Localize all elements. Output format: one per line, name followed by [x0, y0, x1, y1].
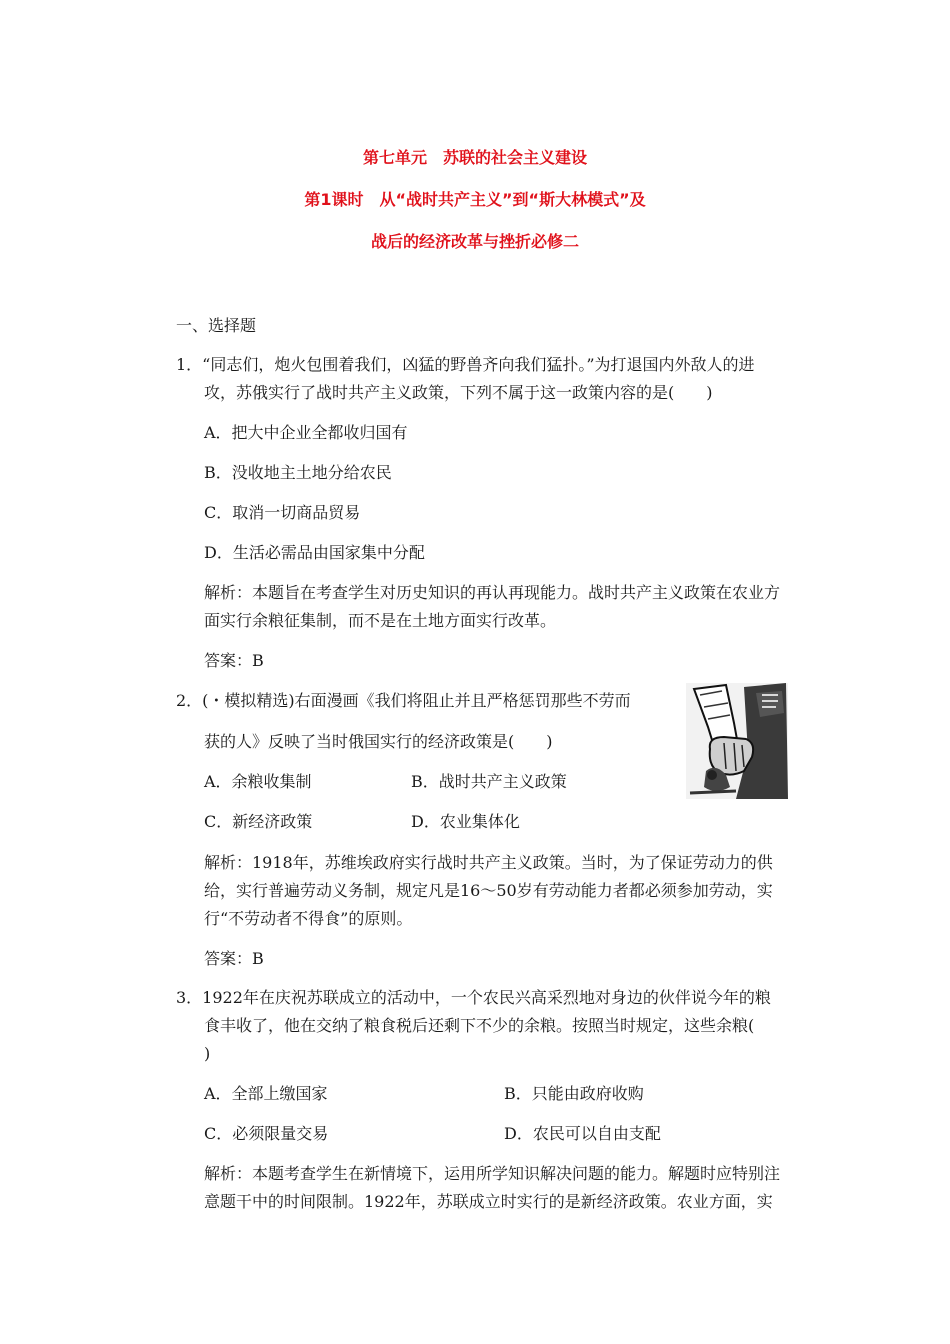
q3-stem-line1: 3．1922年在庆祝苏联成立的活动中，一个农民兴高采烈地对身边的伙伴说今年的粮	[176, 988, 771, 1007]
unit-title: 第七单元 苏联的社会主义建设	[362, 148, 587, 167]
q3-stem-line3: )	[204, 1044, 211, 1063]
q1-analysis-line2: 面实行余粮征集制，而不是在土地方面实行改革。	[204, 611, 557, 630]
q2-analysis-line1: 解析：1918年，苏维埃政府实行战时共产主义政策。当时，为了保证劳动力的供	[204, 853, 773, 872]
lesson-subtitle: 战后的经济改革与挫折必修二	[370, 232, 579, 251]
section-heading: 一、选择题	[176, 316, 257, 335]
q2-analysis-line3: 行“不劳动者不得食”的原则。	[204, 909, 413, 928]
q2-stem-line1: 2．(・模拟精选)右面漫画《我们将阻止并且严格惩罚那些不劳而	[176, 691, 631, 710]
q1-option-a: A．把大中企业全都收归国有	[204, 423, 408, 442]
q1-answer: 答案：B	[204, 651, 264, 670]
q1-option-c: C．取消一切商品贸易	[204, 503, 361, 522]
q3-analysis-line1: 解析：本题考查学生在新情境下，运用所学知识解决问题的能力。解题时应特别注	[204, 1164, 781, 1183]
q3-option-c: C．必须限量交易	[204, 1124, 329, 1143]
q1-analysis-line1: 解析：本题旨在考查学生对历史知识的再认再现能力。战时共产主义政策在农业方	[204, 583, 781, 602]
lesson-title: 第1课时 从“战时共产主义”到“斯大林模式”及	[304, 190, 646, 209]
q2-option-c: C．新经济政策	[204, 812, 313, 831]
q3-option-d: D．农民可以自由支配	[504, 1124, 661, 1143]
q3-option-a: A．全部上缴国家	[204, 1084, 328, 1103]
q1-option-d: D．生活必需品由国家集中分配	[204, 543, 425, 562]
q1-stem-line1: 1．“同志们，炮火包围着我们，凶猛的野兽齐向我们猛扑。”为打退国内外敌人的进	[176, 355, 755, 374]
q3-stem-line2: 食丰收了，他在交纳了粮食税后还剩下不少的余粮。按照当时规定，这些余粮(	[204, 1016, 755, 1035]
q2-answer: 答案：B	[204, 949, 264, 968]
q2-option-b: B．战时共产主义政策	[411, 772, 567, 791]
cartoon-image	[686, 683, 788, 799]
q2-analysis-line2: 给，实行普遍劳动义务制，规定凡是16～50岁有劳动能力者都必须参加劳动，实	[204, 881, 773, 900]
q3-option-b: B．只能由政府收购	[504, 1084, 644, 1103]
q1-option-b: B．没收地主土地分给农民	[204, 463, 392, 482]
q2-stem-line2: 获的人》反映了当时俄国实行的经济政策是( )	[204, 732, 553, 751]
q3-analysis-line2: 意题干中的时间限制。1922年，苏联成立时实行的是新经济政策。农业方面，实	[204, 1192, 773, 1211]
q1-stem-line2: 攻，苏俄实行了战时共产主义政策，下列不属于这一政策内容的是( )	[204, 383, 713, 402]
q2-option-a: A．余粮收集制	[204, 772, 312, 791]
q2-option-d: D．农业集体化	[411, 812, 520, 831]
